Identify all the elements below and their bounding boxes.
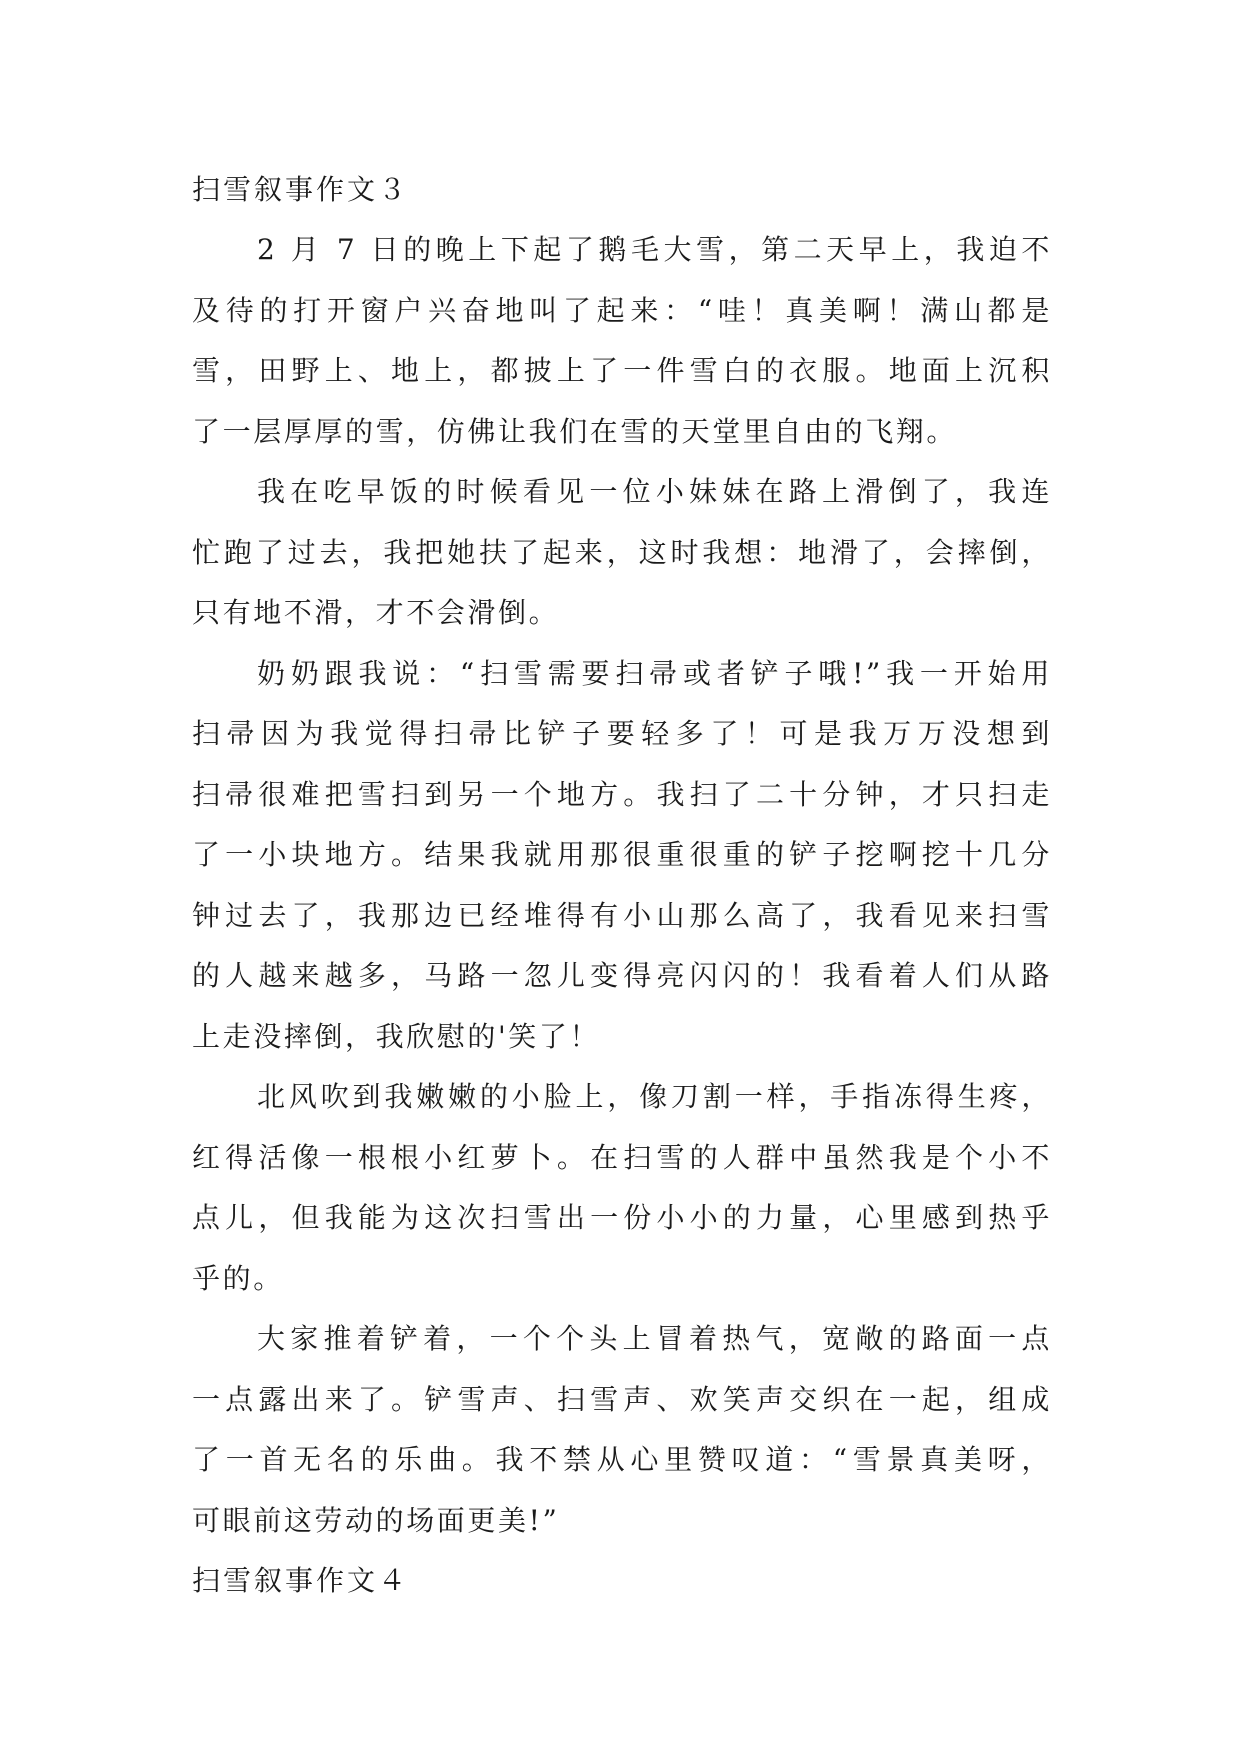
paragraph-line: 奶奶跟我说：“扫雪需要扫帚或者铲子哦!”我一开始用 bbox=[257, 656, 1052, 690]
paragraph-line: 了一层厚厚的雪，仿佛让我们在雪的天堂里自由的飞翔。 bbox=[192, 414, 958, 448]
paragraph-line: 点儿，但我能为这次扫雪出一份小小的力量，心里感到热乎 bbox=[192, 1201, 1052, 1234]
paragraph-line: 大家推着铲着，一个个头上冒着热气，宽敞的路面一点 bbox=[257, 1322, 1052, 1355]
paragraph-line: 只有地不滑，才不会滑倒。 bbox=[192, 596, 560, 629]
paragraph-line: 我在吃早饭的时候看见一位小妹妹在路上滑倒了，我连 bbox=[257, 475, 1052, 508]
section-heading-4: 扫雪叙事作文４ bbox=[192, 1564, 410, 1597]
paragraph-line: 及待的打开窗户兴奋地叫了起来：“哇！真美啊！满山都是 bbox=[192, 293, 1052, 327]
document-page bbox=[192, 160, 1052, 1611]
paragraph-line: 的人越来越多，马路一忽儿变得亮闪闪的！我看着人们从路 bbox=[192, 959, 1052, 992]
paragraph-3 bbox=[192, 644, 1052, 1068]
paragraph-line: 了一首无名的乐曲。我不禁从心里赞叹道：“雪景真美呀， bbox=[192, 1443, 1052, 1476]
paragraph-line: 忙跑了过去，我把她扶了起来，这时我想：地滑了，会摔倒， bbox=[192, 535, 1052, 569]
paragraph-2 bbox=[192, 462, 1052, 644]
paragraph-4 bbox=[192, 1067, 1052, 1309]
paragraph-line: 红得活像一根根小红萝卜。在扫雪的人群中虽然我是个小不 bbox=[192, 1140, 1052, 1174]
section-heading-3: 扫雪叙事作文３ bbox=[192, 173, 410, 206]
paragraph-line: 2 月 7 日的晚上下起了鹅毛大雪，第二天早上，我迫不 bbox=[257, 233, 1052, 266]
paragraph-line: 钟过去了，我那边已经堆得有小山那么高了，我看见来扫雪 bbox=[192, 898, 1052, 932]
paragraph-line: 了一小块地方。结果我就用那很重很重的铲子挖啊挖十几分 bbox=[192, 838, 1052, 871]
paragraph-line: 上走没摔倒，我欣慰的'笑了！ bbox=[192, 1019, 601, 1053]
paragraph-line: 一点露出来了。铲雪声、扫雪声、欢笑声交织在一起，组成 bbox=[192, 1382, 1052, 1416]
paragraph-line: 乎的。 bbox=[192, 1261, 284, 1295]
paragraph-line: 可眼前这劳动的场面更美!” bbox=[192, 1503, 560, 1537]
paragraph-line: 北风吹到我嫩嫩的小脸上，像刀割一样，手指冻得生疼， bbox=[257, 1080, 1052, 1113]
paragraph-line: 雪，田野上、地上，都披上了一件雪白的衣服。地面上沉积 bbox=[192, 354, 1052, 387]
paragraph-5 bbox=[192, 1309, 1052, 1551]
paragraph-line: 扫帚因为我觉得扫帚比铲子要轻多了！可是我万万没想到 bbox=[192, 717, 1052, 750]
paragraph-1 bbox=[192, 220, 1052, 462]
paragraph-line: 扫帚很难把雪扫到另一个地方。我扫了二十分钟，才只扫走 bbox=[192, 777, 1052, 811]
